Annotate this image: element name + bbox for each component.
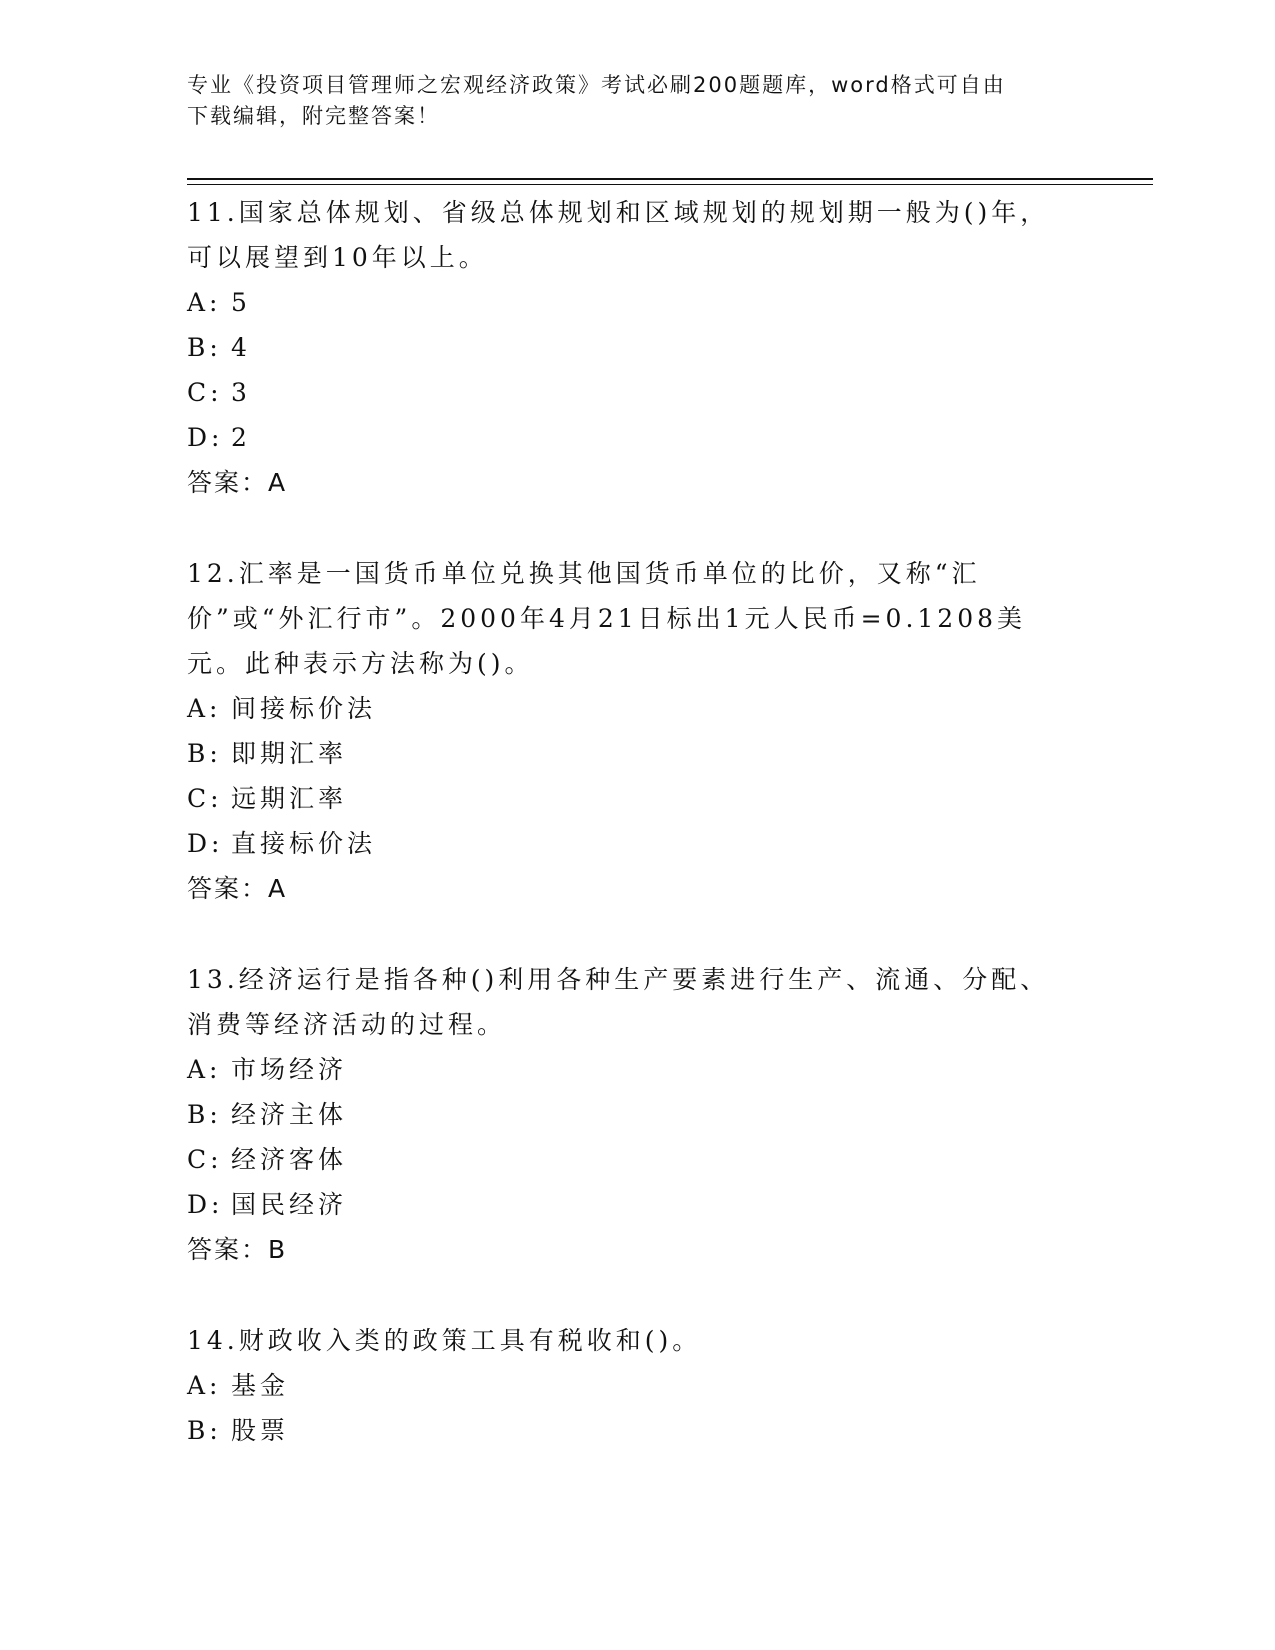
- option-text: 3: [231, 378, 251, 407]
- option-b: [187, 1408, 1067, 1453]
- option-letter: A:: [187, 288, 222, 317]
- option-d: [187, 415, 1067, 460]
- question-11: [187, 190, 1067, 505]
- option-text: 远期汇率: [231, 784, 348, 813]
- option-c: [187, 1137, 1067, 1182]
- option-text: 经济主体: [231, 1100, 348, 1129]
- option-a: [187, 1363, 1067, 1408]
- option-a: [187, 1047, 1067, 1092]
- option-b: [187, 731, 1067, 776]
- option-d: [187, 821, 1067, 866]
- header-line-1: 专业《投资项目管理师之宏观经济政策》考试必刷200题题库，word格式可自由: [187, 73, 1006, 97]
- option-a: [187, 686, 1067, 731]
- answer-line: 答案：A: [187, 874, 288, 903]
- option-text: 2: [231, 423, 251, 452]
- header-line-2: 下载编辑，附完整答案！: [187, 104, 440, 128]
- option-text: 5: [231, 288, 251, 317]
- option-d: [187, 1182, 1067, 1227]
- option-text: 经济客体: [231, 1145, 348, 1174]
- document-header: [187, 70, 1067, 132]
- option-letter: B:: [187, 333, 222, 362]
- option-text: 国民经济: [231, 1190, 348, 1219]
- option-letter: D:: [187, 423, 224, 452]
- option-c: [187, 370, 1067, 415]
- option-letter: D:: [187, 1190, 224, 1219]
- option-letter: B:: [187, 1416, 222, 1445]
- header-divider-thin: [187, 184, 1153, 185]
- option-text: 4: [231, 333, 251, 362]
- option-text: 股票: [231, 1416, 290, 1445]
- question-13: [187, 957, 1067, 1272]
- header-divider-thick: [187, 178, 1153, 180]
- option-text: 市场经济: [231, 1055, 348, 1084]
- option-text: 即期汇率: [231, 739, 348, 768]
- question-stem: 14.财政收入类的政策工具有税收和()。: [187, 1326, 702, 1355]
- option-text: 间接标价法: [231, 694, 377, 723]
- question-list: [187, 190, 1067, 1499]
- option-letter: A:: [187, 694, 222, 723]
- option-letter: C:: [187, 1145, 223, 1174]
- question-stem: 11.国家总体规划、省级总体规划和区域规划的规划期一般为()年，可以展望到10年以上。: [187, 198, 1050, 272]
- question-stem: 13.经济运行是指各种()利用各种生产要素进行生产、流通、分配、消费等经济活动的过程。: [187, 965, 1050, 1039]
- question-stem: 12.汇率是一国货币单位兑换其他国货币单位的比价，又称“汇价”或“外汇行市”。2000年4月21日标出1元人民币=0.1208美元。此种表示方法称为()。: [187, 559, 1027, 678]
- option-text: 直接标价法: [231, 829, 377, 858]
- option-a: [187, 280, 1067, 325]
- question-14: [187, 1318, 1067, 1453]
- option-letter: B:: [187, 739, 222, 768]
- option-letter: A:: [187, 1371, 222, 1400]
- option-letter: D:: [187, 829, 224, 858]
- answer-line: 答案：A: [187, 468, 288, 497]
- option-b: [187, 325, 1067, 370]
- option-letter: C:: [187, 784, 223, 813]
- option-c: [187, 776, 1067, 821]
- question-12: [187, 551, 1067, 911]
- option-text: 基金: [231, 1371, 290, 1400]
- answer-line: 答案：B: [187, 1235, 288, 1264]
- option-b: [187, 1092, 1067, 1137]
- option-letter: A:: [187, 1055, 222, 1084]
- option-letter: B:: [187, 1100, 222, 1129]
- option-letter: C:: [187, 378, 223, 407]
